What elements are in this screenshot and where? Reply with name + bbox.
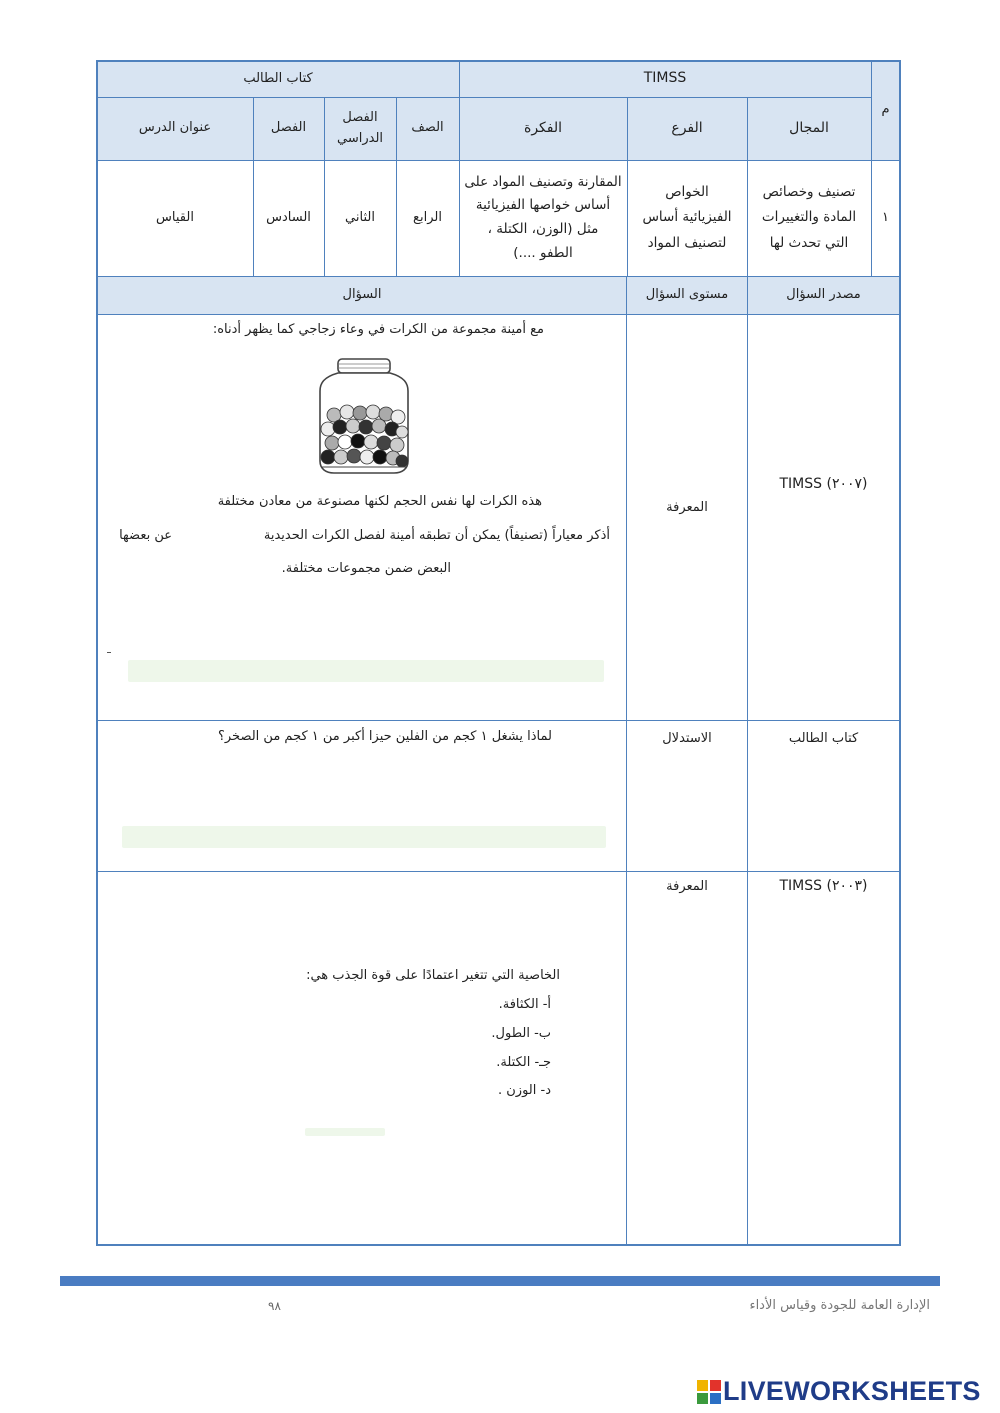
q2-source: كتاب الطالب — [788, 730, 859, 746]
header-branch: الفرع — [671, 119, 703, 136]
q1-line4: البعض ضمن مجموعات مختلفة. — [281, 561, 451, 576]
row1-unit: السادس — [266, 209, 311, 225]
row1-idea-line: المقارنة وتصنيف المواد على — [464, 173, 622, 190]
q3-choice-c[interactable]: جـ- الكتلة. — [496, 1055, 551, 1070]
liveworksheets-logo — [697, 1380, 721, 1404]
header-semester-line2: الدراسي — [337, 130, 384, 146]
row1-branch-line: لتصنيف المواد — [647, 234, 727, 251]
header-unit: الفصل — [270, 120, 307, 136]
line-h-314 — [97, 314, 900, 315]
footer-page-number: ٩٨ — [268, 1299, 281, 1313]
row1-idea-line: أساس خواصها الفيزيائية — [475, 197, 611, 214]
row1-domain-line: تصنيف وخصائص — [762, 183, 856, 200]
line-v-627-bottom — [626, 276, 627, 1245]
q3-level: المعرفة — [666, 878, 708, 894]
header-lesson-title: عنوان الدرس — [138, 120, 212, 136]
row1-grade: الرابع — [413, 209, 442, 225]
q3-choice-b[interactable]: ب- الطول. — [491, 1026, 551, 1041]
border-bottom — [97, 1244, 901, 1246]
row1-idea — [459, 160, 627, 276]
q2-level: الاستدلال — [662, 730, 712, 746]
subheader-question: السؤال — [342, 286, 382, 302]
subheader-source: مصدر السؤال — [786, 286, 861, 302]
row1-branch-line: الفيزيائية أساس — [642, 209, 732, 226]
row1-branch — [627, 160, 747, 276]
footer-org-name: الإدارة العامة للجودة وقياس الأداء — [749, 1298, 930, 1313]
header-num: م — [881, 102, 890, 118]
logo-square-1 — [697, 1380, 708, 1391]
row1-semester: الثاني — [345, 209, 375, 225]
q1-small-mark — [107, 652, 111, 653]
line-v-747-bottom — [747, 276, 748, 1245]
header-semester-line1: الفصل — [342, 110, 378, 126]
logo-square-2 — [710, 1380, 721, 1391]
row1-domain — [747, 160, 871, 276]
row1-lesson: القياس — [156, 209, 194, 225]
header-timss: TIMSS — [643, 70, 687, 87]
row1-branch-line: الخواص — [665, 183, 709, 200]
q1-intro: مع أمينة مجموعة من الكرات في وعاء زجاجي كما يظهر أدناه: — [212, 322, 544, 337]
q1-line2: هذه الكرات لها نفس الحجم لكنها مصنوعة من معادن مختلفة — [217, 494, 542, 509]
q3-stem: الخاصية التي تتغير اعتمادًا على قوة الجذب هي: — [306, 968, 560, 983]
header-semester — [324, 97, 396, 160]
row1-domain-line: التي تحدث لها — [769, 234, 849, 251]
line-h-720 — [97, 720, 900, 721]
row1-num: ١ — [882, 209, 889, 225]
q3-answer-box[interactable] — [305, 1128, 385, 1136]
row1-idea-line: مثل (الوزن، الكتلة ، — [487, 221, 599, 237]
header-student-book: كتاب الطالب — [243, 70, 313, 86]
q1-line3b: عن بعضها — [119, 528, 172, 543]
header-idea: الفكرة — [523, 119, 563, 136]
header-domain: المجال — [789, 119, 829, 136]
liveworksheets-brand[interactable]: LIVEWORKSHEETS — [723, 1376, 981, 1406]
q3-choice-d[interactable]: د- الوزن . — [498, 1083, 551, 1098]
q2-answer-box[interactable] — [122, 826, 606, 848]
line-h-871 — [97, 871, 900, 872]
q1-line3a: أذكر معياراً (تصنيفاً) يمكن أن تطبقه أمينة لفصل الكرات الحديدية — [263, 528, 610, 543]
header-grade: الصف — [411, 120, 444, 136]
subheader-level: مستوى السؤال — [645, 286, 729, 302]
footer-bar — [60, 1276, 940, 1286]
q3-choice-a[interactable]: أ- الكثافة. — [498, 997, 551, 1012]
q3-source: TIMSS (٢٠٠٣) — [779, 878, 868, 895]
row1-idea-line: الطفو ....) — [513, 244, 573, 261]
q1-level: المعرفة — [666, 499, 708, 515]
q1-answer-box[interactable] — [128, 660, 604, 682]
q1-source: TIMSS (٢٠٠٧) — [779, 476, 868, 493]
jar-of-balls-image — [314, 357, 414, 477]
q2-text: لماذا يشغل ١ كجم من الفلين حيزا أكبر من ١ كجم من الصخر؟ — [217, 729, 552, 744]
row1-domain-line: المادة والتغييرات — [761, 209, 857, 226]
logo-square-3 — [697, 1393, 708, 1404]
logo-square-4 — [710, 1393, 721, 1404]
